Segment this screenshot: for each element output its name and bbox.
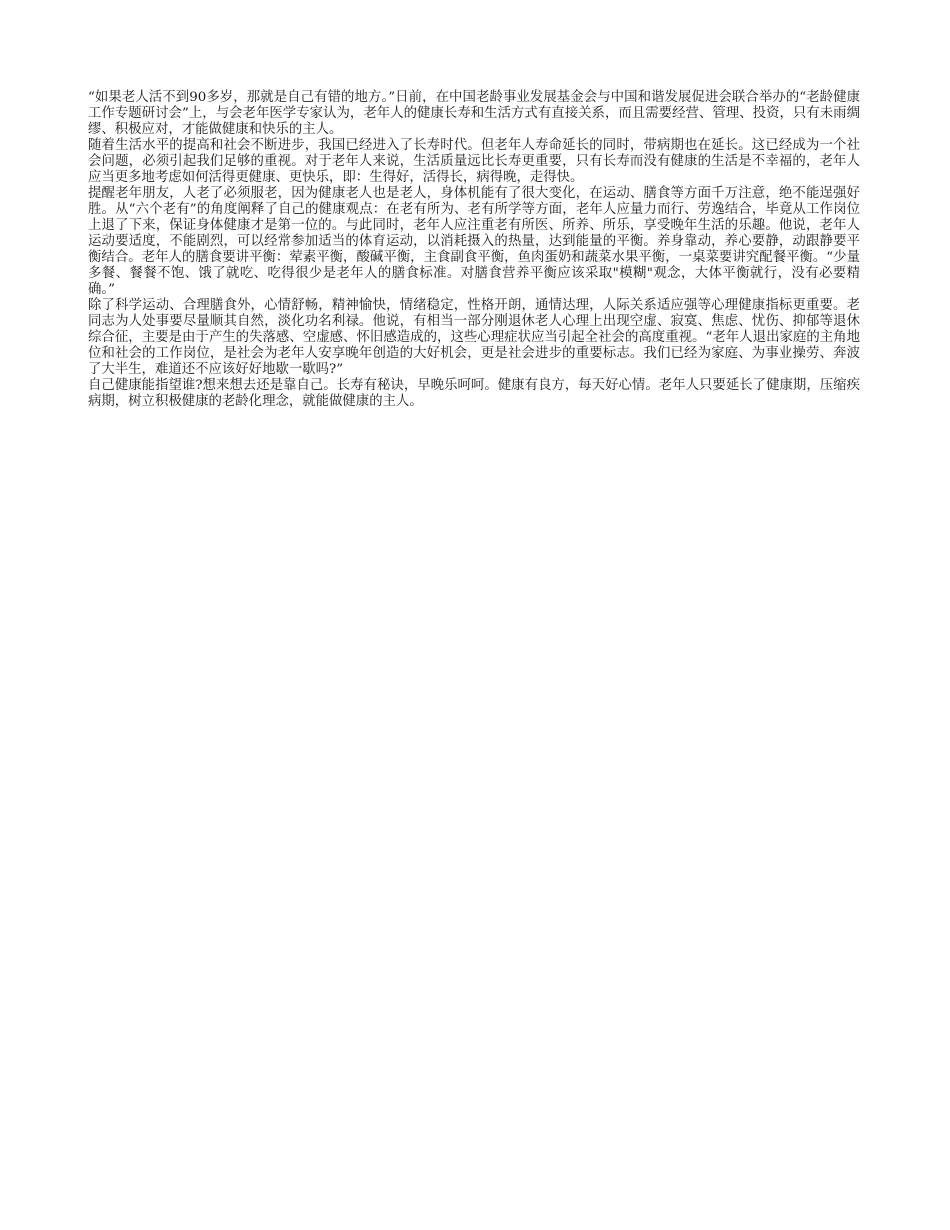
paragraph-mental-health: 除了科学运动、合理膳食外，心情舒畅，精神愉快，情绪稳定，性格开朗，通情达理，人际关系适应强等心理健康指标更重要。老同志为人处事要尽量顺其自然，淡化功名利禄。他说，有相当一部分刚退休老人心理上出现空虚、寂寞、焦虑、忧伤、抑郁等退休综合征，主要是由于产生的失落感、空虚感、怀旧感造成的，这些心理症状应当引起全社会的高度重视。“老年人退出家庭的主角地位和社会的工作岗位，是社会为老年人安享晚年创造的大好机会，更是社会进步的重要标志。我们已经为家庭、为事业操劳、奔波了大半生，难道还不应该好好地歇一歇吗?”	[88, 298, 860, 377]
document-body	[88, 90, 860, 410]
paragraph-intro: “如果老人活不到90多岁，那就是自己有错的地方。”日前，在中国老龄事业发展基金会与中国和谐发展促进会联合举办的“老龄健康工作专题研讨会”上，与会老年医学专家认为，老年人的健康长寿和生活方式有直接关系，而且需要经营、管理、投资，只有未雨绸缪、积极应对，才能做健康和快乐的主人。	[88, 90, 860, 137]
paragraph-conclusion: 自己健康能指望谁?想来想去还是靠自己。长寿有秘诀，早晚乐呵呵。健康有良方，每天好心情。老年人只要延长了健康期，压缩疾病期，树立积极健康的老龄化理念，就能做健康的主人。	[88, 378, 860, 409]
paragraph-longevity-era: 随着生活水平的提高和社会不断进步，我国已经进入了长寿时代。但老年人寿命延长的同时，带病期也在延长。这已经成为一个社会问题，必须引起我们足够的重视。对于老年人来说，生活质量远比长寿更重要，只有长寿而没有健康的生活是不幸福的，老年人应当更多地考虑如何活得更健康、更快乐，即：生得好，活得长，病得晚，走得快。	[88, 138, 860, 185]
paragraph-six-elderly-haves: 提醒老年朋友，人老了必须服老，因为健康老人也是老人，身体机能有了很大变化，在运动、膳食等方面千万注意，绝不能逞强好胜。从“六个老有”的角度阐释了自己的健康观点：在老有所为、老有所学等方面，老年人应量力而行、劳逸结合，毕竟从工作岗位上退了下来，保证身体健康才是第一位的。与此同时，老年人应注重老有所医、所养、所乐，享受晚年生活的乐趣。他说，老年人运动要适度，不能剧烈，可以经常参加适当的体育运动，以消耗摄入的热量，达到能量的平衡。养身靠动，养心要静，动跟静要平衡结合。老年人的膳食要讲平衡：荤素平衡，酸碱平衡，主食副食平衡，鱼肉蛋奶和蔬菜水果平衡，一桌菜要讲究配餐平衡。“少量多餐、餐餐不饱、饿了就吃、吃得很少是老年人的膳食标准。对膳食营养平衡应该采取"模糊"观念，大体平衡就行，没有必要精确。”	[88, 186, 860, 297]
